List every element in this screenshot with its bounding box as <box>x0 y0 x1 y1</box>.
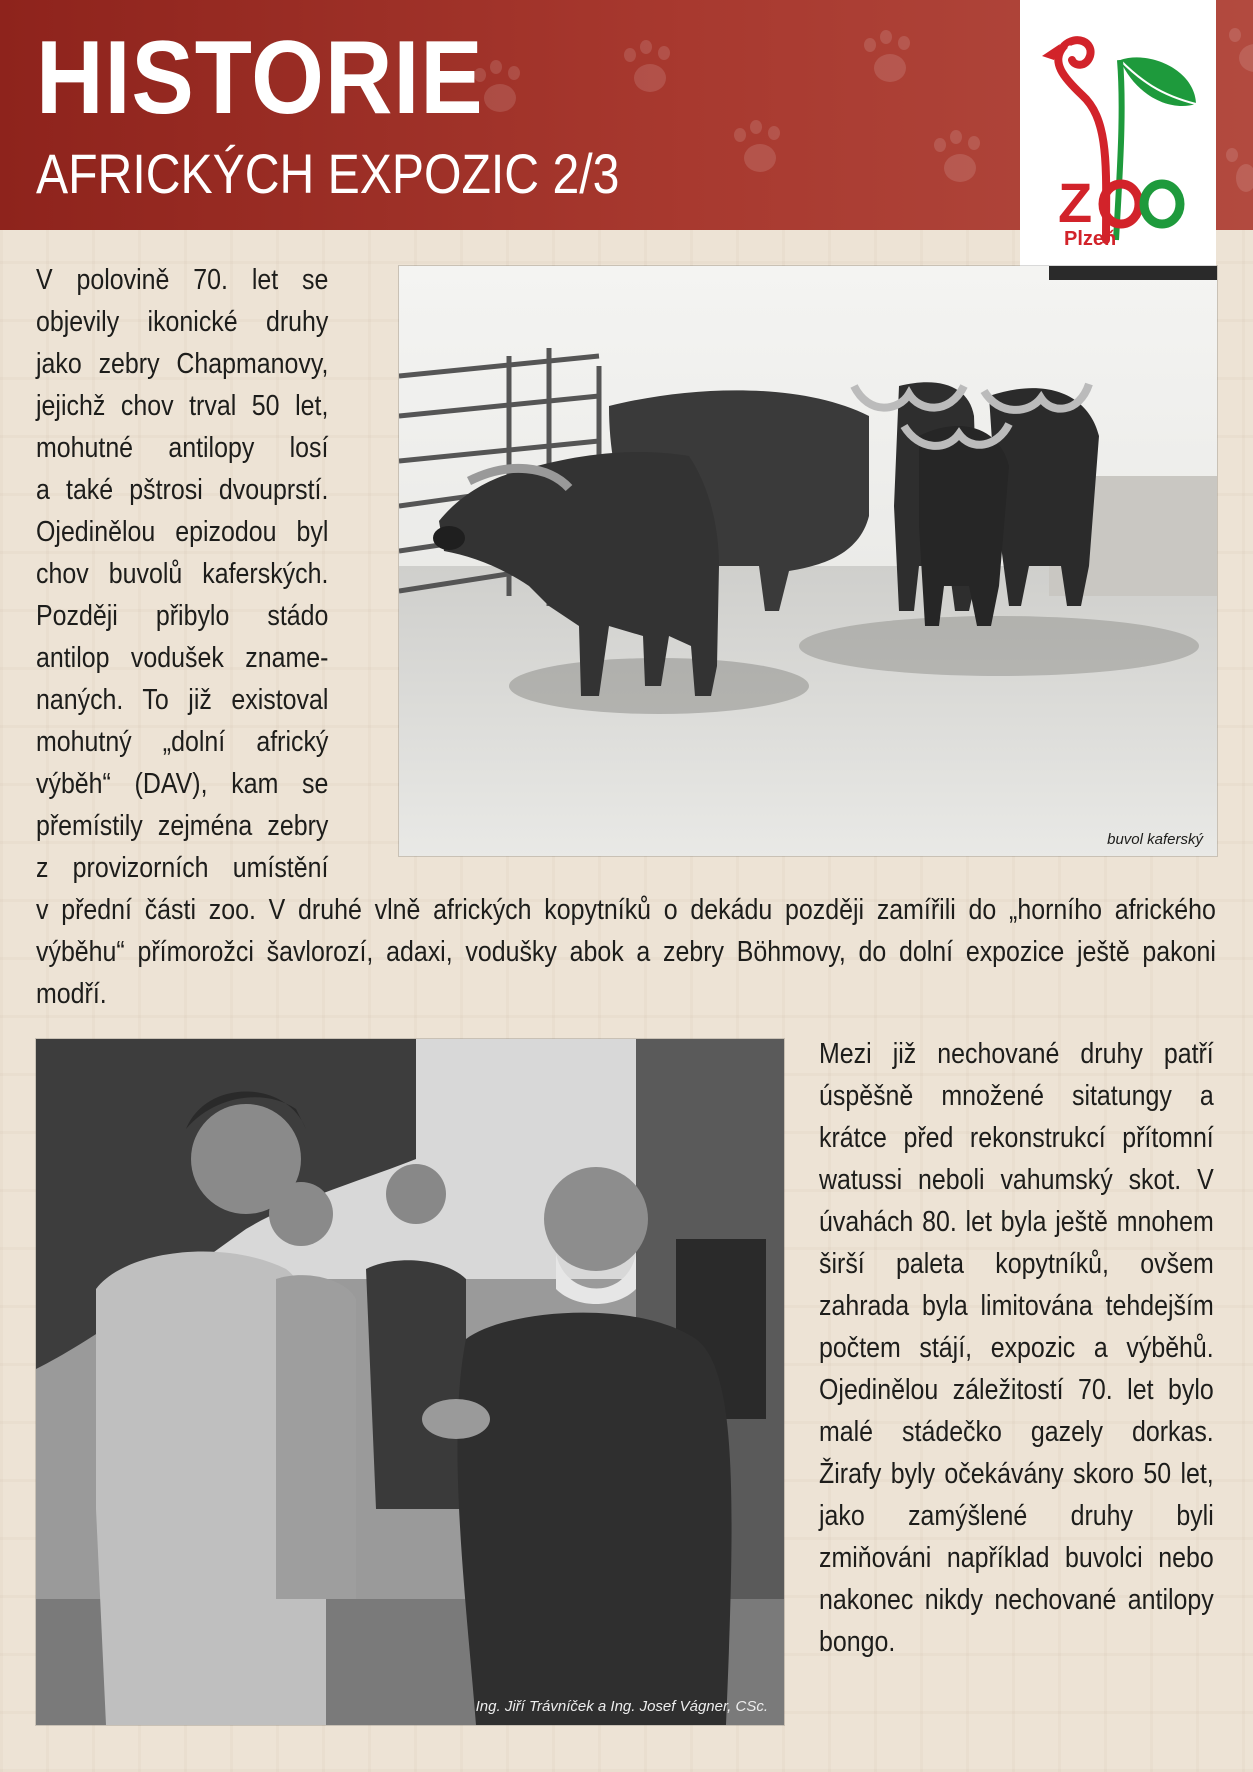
intro-column-line: a také pštrosi dvouprstí. <box>36 474 329 506</box>
photo-people <box>36 1039 784 1725</box>
paw-print-icon <box>1225 20 1253 80</box>
flamingo-leaf-logo-icon <box>1020 0 1216 300</box>
zoo-logo-card <box>1020 0 1216 300</box>
intro-column-line: mohutný „dolní africký <box>36 726 329 758</box>
intro-column-line: mohutné antilopy losí <box>36 432 329 464</box>
intro-column-line: Ojedinělou epizodou byl <box>36 516 329 548</box>
intro-column-line: chov buvolů kaferských. <box>36 558 329 590</box>
paw-print-icon <box>860 30 920 90</box>
intro-column-line: Později přibylo stádo <box>36 600 329 632</box>
page-subtitle: AFRICKÝCH EXPOZIC 2/3 <box>36 142 620 205</box>
intro-column-line: přemístily zejména zebry <box>36 810 329 842</box>
intro-column-line: antilop vodušek zname- <box>36 642 329 674</box>
intro-column-line: z provizorních umístění <box>36 852 329 884</box>
intro-continued-text: v přední části zoo. V druhé vlně afrických kopytníků o dekádu později zamířili do „horního afrického výběhu“ přímorožci šavlorozí, adaxi, vodušky abok a zebry Böhmovy, do dolní expozice ještě pakoni modří. <box>36 894 1216 1010</box>
svg-text:Z: Z <box>1058 171 1093 234</box>
paw-print-icon <box>730 120 790 180</box>
intro-column-text <box>36 259 328 889</box>
photo-caption: Ing. Jiří Trávníček a Ing. Josef Vágner, CSc. <box>475 1698 768 1715</box>
intro-column-line: V polovině 70. let se <box>36 264 329 296</box>
people-photo-image <box>36 1039 784 1725</box>
photo-caption: buvol kaferský <box>1107 831 1203 848</box>
paw-print-icon <box>1222 140 1253 200</box>
intro-column-line: objevily ikonické druhy <box>36 306 329 338</box>
intro-column-line: naných. To již existoval <box>36 684 329 716</box>
zoo-logo-city: Plzeň <box>1064 228 1117 250</box>
page-title: HISTORIE <box>36 20 484 136</box>
paw-print-icon <box>930 130 990 190</box>
species-history-text: Mezi již nechované druhy patří úspěšně množené sitatungy a krátce před rekonstrukcí přítomní watussi neboli vahumský skot. V úvahách 80. let byla ještě mnohem širší paleta kopytníků, ovšem zahrada byla limitována tehdejším počtem stájí, expozic a výběhů. Ojedinělou záležitostí 70. let bylo malé stádečko gazely dorkas. Žirafy byly očekávány skoro 50 let, jako zamýšlené druhy byli zmiňováni například buvolci nebo nakonec nikdy nechované antilopy bongo. <box>819 1038 1214 1658</box>
photo-cape-buffalo <box>399 266 1217 856</box>
intro-column-line: jako zebry Chapmanovy, <box>36 348 329 380</box>
intro-column-line: jejichž chov trval 50 let, <box>36 390 329 422</box>
intro-column-line: výběh“ (DAV), kam se <box>36 768 329 800</box>
paw-print-icon <box>620 40 680 100</box>
buffalo-photo-image <box>399 266 1217 856</box>
